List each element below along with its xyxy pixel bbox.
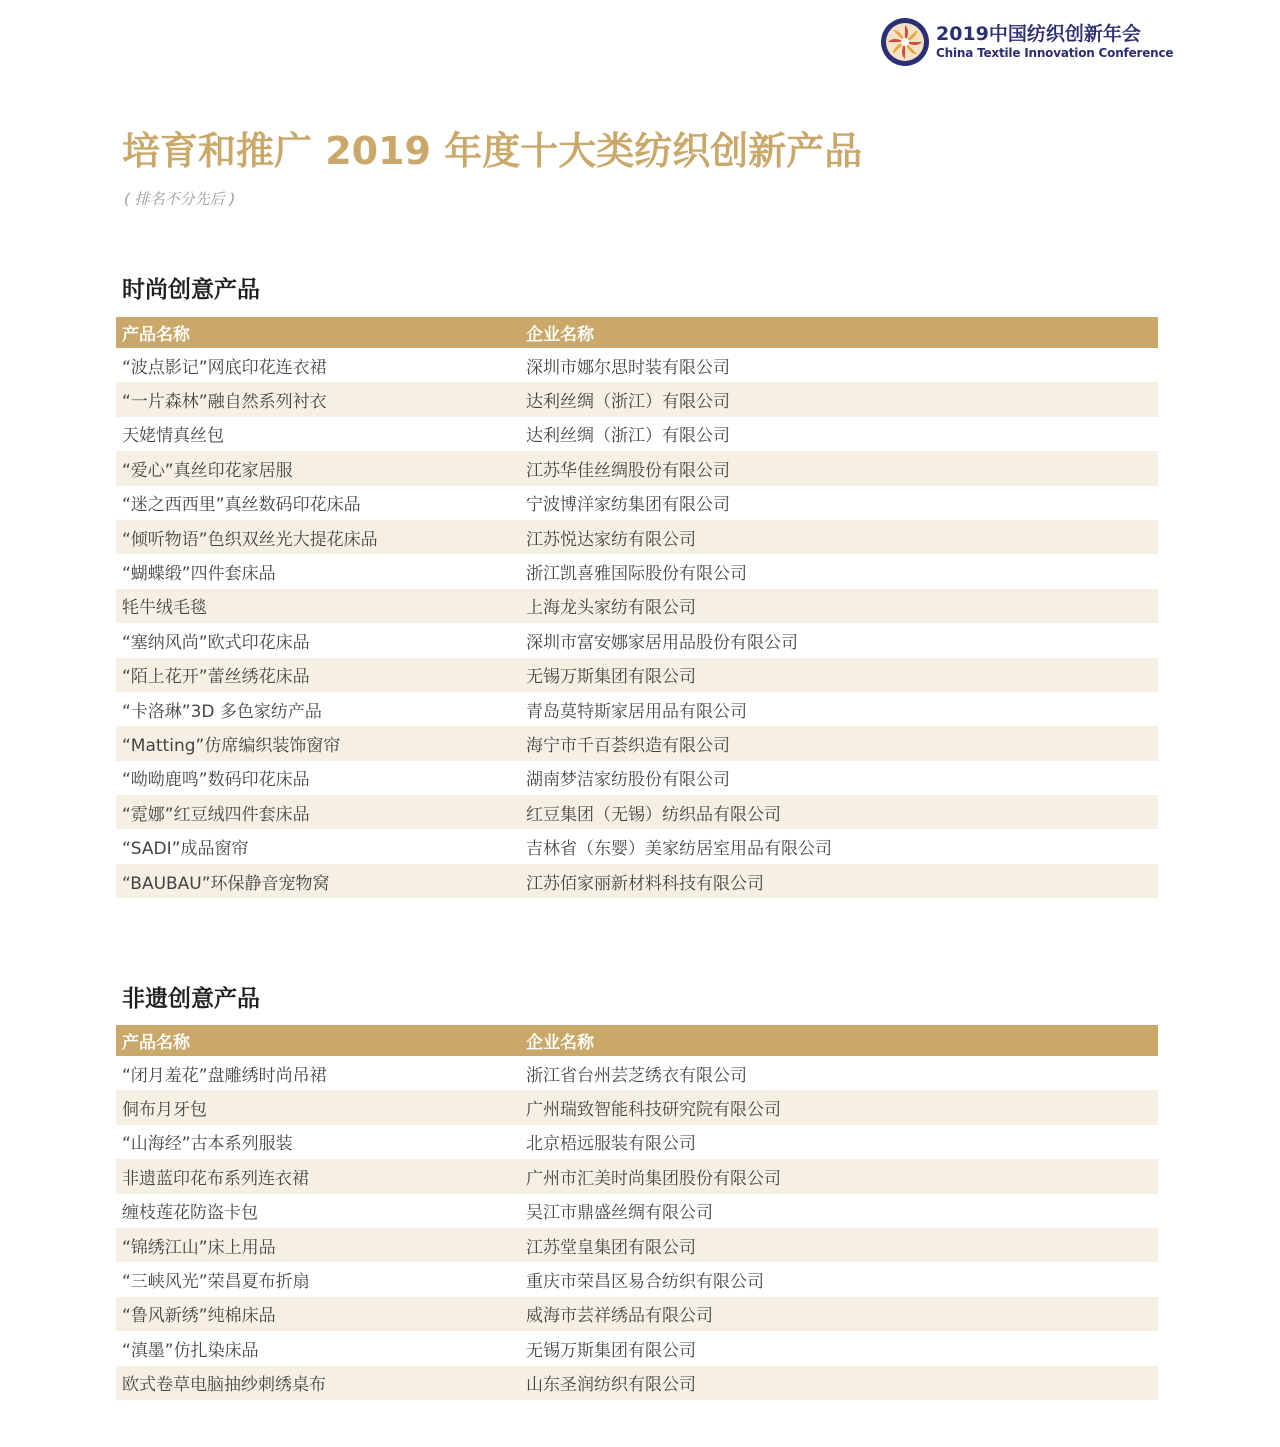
table-row [116, 382, 1158, 416]
product-name-cell: 欧式卷草电脑抽纱刺绣桌布 [122, 1375, 326, 1396]
table-row [116, 1056, 1158, 1090]
product-name-cell: “BAUBAU”环保静音宠物窝 [122, 873, 330, 894]
logo-title-en: China Textile Innovation Conference [936, 46, 1174, 60]
company-name-cell: 江苏悦达家纺有限公司 [526, 529, 696, 550]
company-name-cell: 江苏佰家丽新材料科技有限公司 [526, 873, 764, 894]
table-row [116, 554, 1158, 588]
table-row [116, 520, 1158, 554]
table-row [116, 348, 1158, 382]
product-name-cell: “呦呦鹿鸣”数码印花床品 [122, 770, 310, 791]
company-name-cell: 深圳市富安娜家居用品股份有限公司 [526, 632, 798, 653]
table-row [116, 1228, 1158, 1262]
product-name-cell: 天姥情真丝包 [122, 426, 224, 447]
table-row [116, 726, 1158, 760]
column-header-company: 企业名称 [526, 1033, 594, 1053]
company-name-cell: 山东圣润纺织有限公司 [526, 1375, 696, 1396]
fashion-products-table [116, 317, 1158, 898]
product-name-cell: “爱心”真丝印花家居服 [122, 460, 293, 481]
company-name-cell: 红豆集团（无锡）纺织品有限公司 [526, 804, 781, 825]
page-title: 培育和推广 2019 年度十大类纺织创新产品 [122, 129, 863, 173]
product-name-cell: “鲁风新绣”纯棉床品 [122, 1306, 276, 1327]
table-row [116, 1090, 1158, 1124]
company-name-cell: 威海市芸祥绣品有限公司 [526, 1306, 713, 1327]
column-header-company: 企业名称 [526, 325, 594, 345]
table-row [116, 864, 1158, 898]
company-name-cell: 广州瑞致智能科技研究院有限公司 [526, 1100, 781, 1121]
company-name-cell: 浙江省台州芸芝绣衣有限公司 [526, 1065, 747, 1086]
logo-title-cn: 2019中国纺织创新年会 [936, 23, 1141, 45]
company-name-cell: 江苏堂皇集团有限公司 [526, 1237, 696, 1258]
product-name-cell: “蝴蝶缎”四件套床品 [122, 564, 276, 585]
product-name-cell: “陌上花开”蕾丝绣花床品 [122, 667, 310, 688]
product-name-cell: “闭月羞花”盘雕绣时尚吊裙 [122, 1065, 327, 1086]
product-name-cell: “倾听物语”色织双丝光大提花床品 [122, 529, 378, 550]
table-row [116, 795, 1158, 829]
company-name-cell: 达利丝绸（浙江）有限公司 [526, 426, 730, 447]
table-row [116, 1262, 1158, 1296]
product-name-cell: “一片森林”融自然系列衬衣 [122, 392, 327, 413]
conference-emblem-icon [880, 17, 930, 67]
section-title-heritage: 非遗创意产品 [122, 986, 260, 1012]
company-name-cell: 上海龙头家纺有限公司 [526, 598, 696, 619]
table-row [116, 1159, 1158, 1193]
table-row [116, 658, 1158, 692]
company-name-cell: 吉林省（东婴）美家纺居室用品有限公司 [526, 839, 832, 860]
company-name-cell: 重庆市荣昌区易合纺织有限公司 [526, 1272, 764, 1293]
table-row [116, 1194, 1158, 1228]
section-title-fashion: 时尚创意产品 [122, 277, 260, 303]
product-name-cell: “Matting”仿席编织装饰窗帘 [122, 735, 341, 756]
company-name-cell: 海宁市千百荟织造有限公司 [526, 735, 730, 756]
table-row [116, 1297, 1158, 1331]
company-name-cell: 吴江市鼎盛丝绸有限公司 [526, 1203, 713, 1224]
page-subtitle: ( 排名不分先后 ) [124, 190, 236, 208]
product-name-cell: “波点影记”网底印花连衣裙 [122, 357, 327, 378]
table-body [116, 1056, 1158, 1400]
company-name-cell: 达利丝绸（浙江）有限公司 [526, 392, 730, 413]
table-row [116, 623, 1158, 657]
company-name-cell: 广州市汇美时尚集团股份有限公司 [526, 1168, 781, 1189]
table-row [116, 829, 1158, 863]
table-row [116, 589, 1158, 623]
table-row [116, 417, 1158, 451]
table-header [116, 1025, 1158, 1056]
table-row [116, 1331, 1158, 1365]
product-name-cell: “塞纳风尚”欧式印花床品 [122, 632, 310, 653]
heritage-products-table [116, 1025, 1158, 1400]
product-name-cell: 牦牛绒毛毯 [122, 598, 207, 619]
table-body [116, 348, 1158, 898]
table-row [116, 451, 1158, 485]
company-name-cell: 宁波博洋家纺集团有限公司 [526, 495, 730, 516]
product-name-cell: “锦绣江山”床上用品 [122, 1237, 276, 1258]
product-name-cell: 非遗蓝印花布系列连衣裙 [122, 1168, 309, 1189]
product-name-cell: “卡洛琳”3D 多色家纺产品 [122, 701, 322, 722]
company-name-cell: 浙江凯喜雅国际股份有限公司 [526, 564, 747, 585]
table-row [116, 692, 1158, 726]
table-header [116, 317, 1158, 348]
company-name-cell: 江苏华佳丝绸股份有限公司 [526, 460, 730, 481]
product-name-cell: “山海经”古本系列服装 [122, 1134, 293, 1155]
product-name-cell: “SADI”成品窗帘 [122, 839, 249, 860]
table-row [116, 1366, 1158, 1400]
product-name-cell: 侗布月牙包 [122, 1100, 207, 1121]
column-header-product: 产品名称 [122, 325, 190, 345]
column-header-product: 产品名称 [122, 1033, 190, 1053]
product-name-cell: “滇墨”仿扎染床品 [122, 1340, 259, 1361]
company-name-cell: 深圳市娜尔思时装有限公司 [526, 357, 730, 378]
company-name-cell: 青岛莫特斯家居用品有限公司 [526, 701, 747, 722]
product-name-cell: “霓娜”红豆绒四件套床品 [122, 804, 310, 825]
company-name-cell: 无锡万斯集团有限公司 [526, 667, 696, 688]
table-row [116, 761, 1158, 795]
company-name-cell: 北京梧远服装有限公司 [526, 1134, 696, 1155]
company-name-cell: 湖南梦洁家纺股份有限公司 [526, 770, 730, 791]
conference-logo [880, 16, 1174, 68]
product-name-cell: 缠枝莲花防盗卡包 [122, 1203, 258, 1224]
company-name-cell: 无锡万斯集团有限公司 [526, 1340, 696, 1361]
table-row [116, 1125, 1158, 1159]
table-row [116, 486, 1158, 520]
product-name-cell: “迷之西西里”真丝数码印花床品 [122, 495, 361, 516]
product-name-cell: “三峡风光”荣昌夏布折扇 [122, 1272, 310, 1293]
